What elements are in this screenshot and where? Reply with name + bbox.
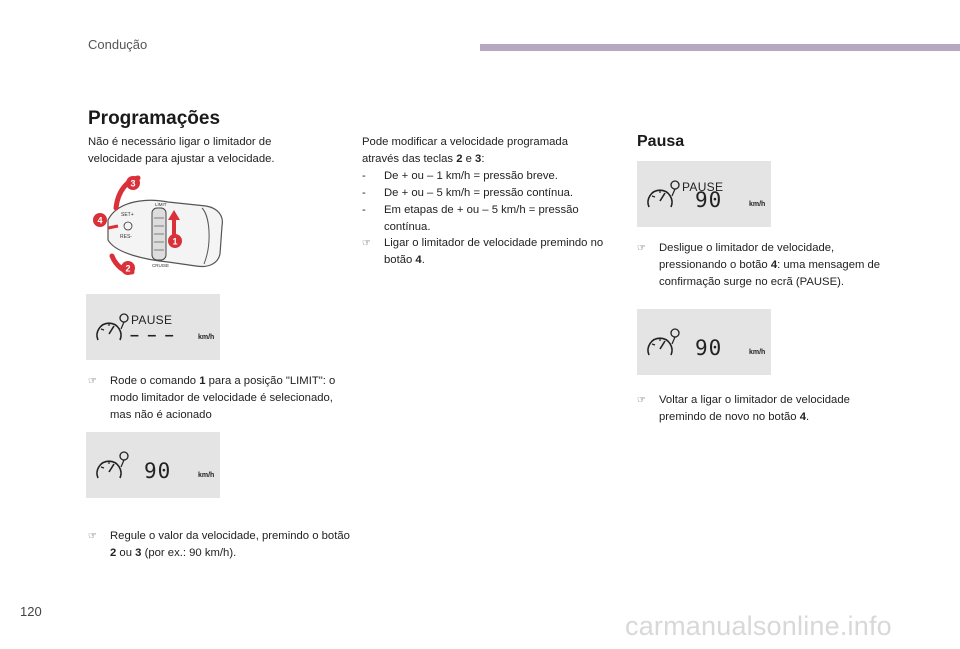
display-pause-dashes [86, 294, 220, 360]
stalk-label-cruise: CRUISE [152, 263, 170, 268]
limiter-stalk-illustration [88, 168, 230, 276]
watermark: carmanualsonline.info [625, 611, 892, 641]
display-speed-90-right [637, 309, 771, 375]
header-title: Condução [88, 37, 148, 52]
speed-value: 90 [695, 188, 723, 212]
pointer-icon: ☞ [637, 243, 646, 254]
speed-dashes: – – – [130, 327, 176, 344]
unit-label: km/h [198, 472, 215, 479]
stalk-label-limit: LIMIT [155, 202, 167, 207]
pointer-icon: ☞ [88, 376, 97, 387]
speed-value: 90 [144, 459, 172, 483]
callout-4: 4 [97, 215, 103, 226]
section-title: Programações [88, 108, 221, 129]
left-intro: Não é necessário ligar o limitador de velocidade para ajustar a velocidade. [88, 136, 275, 165]
pause-label: PAUSE [131, 313, 173, 327]
pause-section-title: Pausa [637, 133, 685, 150]
page-number: 120 [20, 604, 42, 619]
callout-3: 3 [130, 178, 136, 189]
right-bullet-1: ☞ Desligue o limitador de velocidade, pressionando o botão 4: uma mensagem de confirmação surge no ecrã (PAUSE). [637, 242, 881, 288]
dash-item: - De + ou – 1 km/h = pressão breve. [362, 170, 558, 182]
speed-value: 90 [695, 336, 723, 360]
pointer-icon: ☞ [637, 395, 646, 406]
unit-label: km/h [749, 201, 766, 208]
left-bullet-2: ☞ Regule o valor da velocidade, premindo o botão 2 ou 3 (por ex.: 90 km/h). [88, 530, 350, 559]
speed-limiter-icon [644, 179, 680, 213]
display-pause-90 [637, 161, 771, 227]
middle-intro: Pode modificar a velocidade programada através das teclas 2 e 3: [362, 136, 568, 165]
speed-limiter-icon [644, 327, 680, 361]
dash-item: - Em etapas de + ou – 5 km/h = pressão contínua. [362, 204, 579, 233]
middle-dash-list [362, 168, 598, 236]
speed-limiter-icon [93, 312, 129, 346]
header-accent-bar [480, 44, 960, 51]
pointer-icon: ☞ [362, 238, 371, 249]
left-bullet-1: ☞ Rode o comando 1 para a posição "LIMIT": o modo limitador de velocidade é selecionado, mas não é acionado [88, 375, 336, 421]
stalk-label-res: RES- [120, 234, 132, 240]
right-bullet-2: ☞ Voltar a ligar o limitador de velocidade premindo de novo no botão 4. [637, 394, 850, 423]
speed-limiter-icon [93, 450, 129, 484]
unit-label: km/h [198, 334, 215, 341]
middle-bullet: ☞ Ligar o limitador de velocidade premindo no botão 4. [362, 237, 604, 266]
stalk-label-set: SET+ [121, 212, 134, 218]
callout-2: 2 [125, 263, 131, 274]
dash-item: - De + ou – 5 km/h = pressão contínua. [362, 187, 574, 199]
unit-label: km/h [749, 349, 766, 356]
stalk-drawing [88, 168, 230, 276]
callout-1: 1 [172, 236, 178, 247]
pointer-icon: ☞ [88, 531, 97, 542]
pause-label: PAUSE [682, 180, 724, 194]
display-speed-90-left [86, 432, 220, 498]
